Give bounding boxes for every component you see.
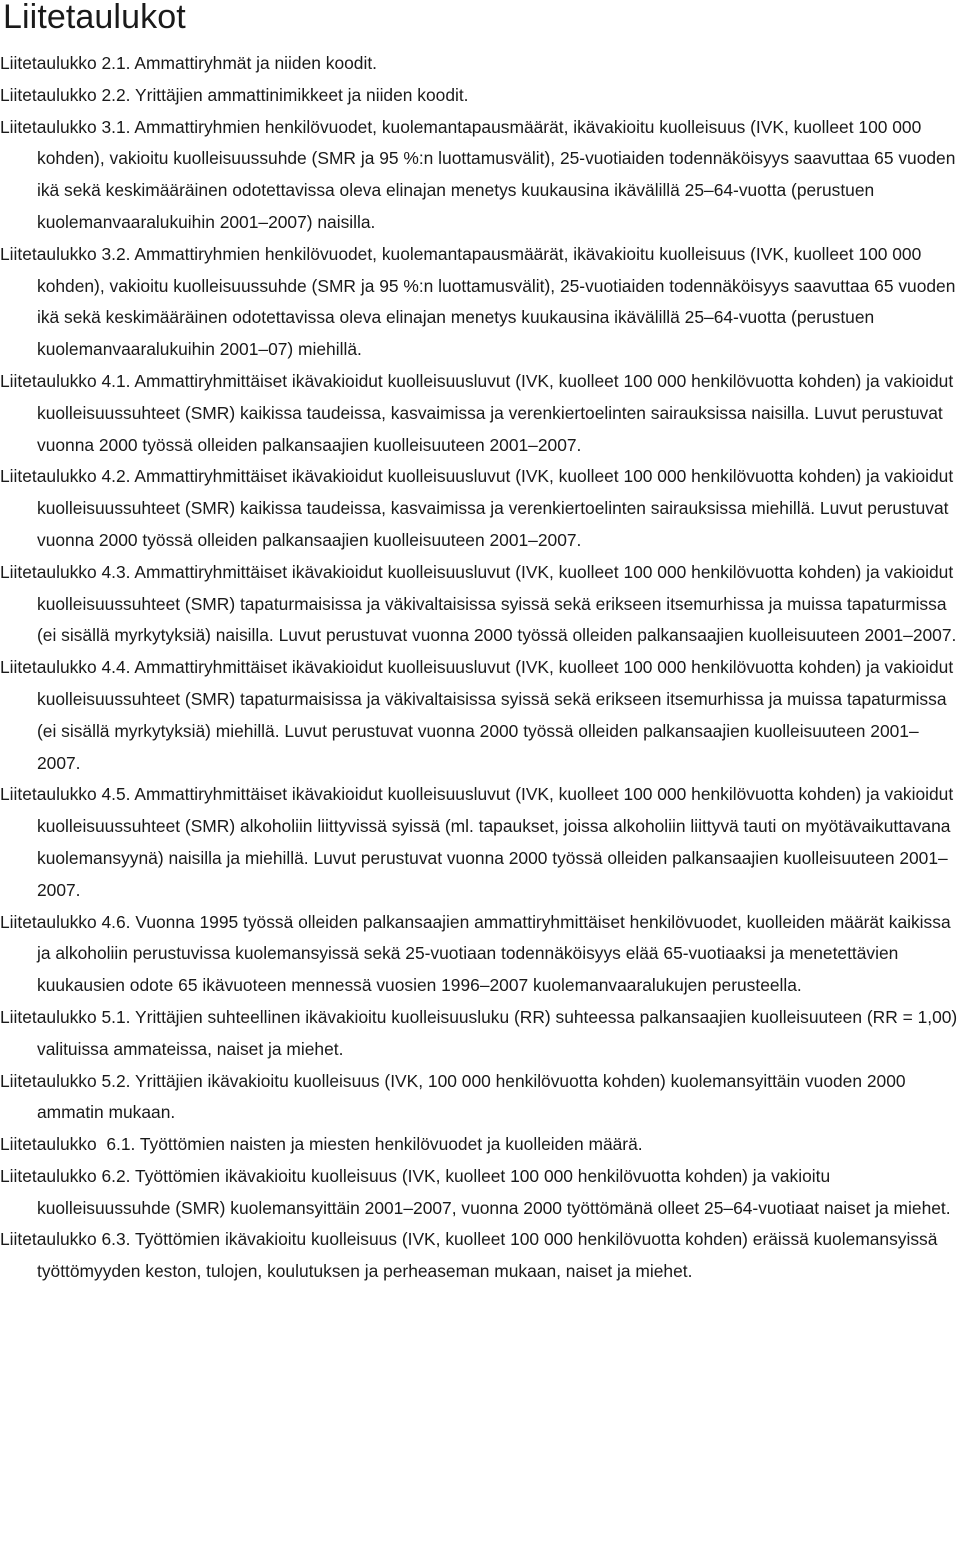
entry-text: Työttömien ikävakioitu kuolleisuus (IVK, kuolleet 100 000 henkilövuotta kohden) ja vakioitu kuolleisuussuhde (SMR) kuolemansyittäin 2001–2007, vuonna 2000 työttömänä olleet 25–64-vuotiaat naiset ja miehet.	[37, 1165, 951, 1218]
entry-text: Yrittäjien suhteellinen ikävakioitu kuolleisuusluku (RR) suhteessa palkansaajien kuolleisuuteen (RR = 1,00) valituissa ammateissa, naiset ja miehet.	[37, 1006, 958, 1059]
entry-text: Ammattiryhmittäiset ikävakioidut kuolleisuusluvut (IVK, kuolleet 100 000 henkilövuotta kohden) ja vakioidut kuolleisuussuhteet (SMR) kaikissa taudeissa, kasvaimissa ja verenkiertoelinten sairauksissa miehillä. Luvut perustuvat vuonna 2000 työssä olleiden palkansaajien kuolleisuuteen 2001–2007.	[37, 466, 954, 550]
entry-text: Ammattiryhmät ja niiden koodit.	[134, 53, 377, 73]
entry-text: Yrittäjien ammattinimikkeet ja niiden koodit.	[135, 84, 469, 105]
list-item	[0, 80, 960, 112]
list-item	[0, 112, 960, 239]
entry-text: Ammattiryhmittäiset ikävakioidut kuolleisuusluvut (IVK, kuolleet 100 000 henkilövuotta kohden) ja vakioidut kuolleisuussuhteet (SMR) kaikissa taudeissa, kasvaimissa ja verenkiertoelinten sairauksissa naisilla. Luvut perustuvat vuonna 2000 työssä olleiden palkansaajien kuolleisuuteen 2001–2007.	[37, 370, 954, 455]
entry-label: Liitetaulukko 4.5.	[0, 784, 131, 805]
entry-label: Liitetaulukko 6.3.	[0, 1229, 131, 1250]
entry-label: Liitetaulukko 6.2.	[0, 1165, 131, 1186]
entry-label: Liitetaulukko 4.1.	[0, 370, 131, 391]
entry-text: Ammattiryhmien henkilövuodet, kuolemantapausmäärät, ikävakioitu kuolleisuus (IVK, kuolleet 100 000 kohden), vakioitu kuolleisuussuhde (SMR ja 95 %:n luottamusvälit), 25-vuotiaiden todennäköisyys saavuttaa 65 vuoden ikä sekä keskimääräinen odotettavissa oleva elinajan menetys kuukausina ikävälillä 25–64-vuotta (perustuen kuolemanvaaralukuihin 2001–2007) naisilla.	[37, 116, 956, 232]
entry-label: Liitetaulukko 3.2.	[0, 243, 131, 264]
entry-text: Työttömien ikävakioitu kuolleisuus (IVK, kuolleet 100 000 henkilövuotta kohden) eräissä kuolemansyissä työttömyyden keston, tulojen, koulutuksen ja perheaseman mukaan, naiset ja miehet.	[37, 1229, 938, 1282]
entry-label: Liitetaulukko 5.1.	[0, 1006, 131, 1027]
entry-text: Ammattiryhmittäiset ikävakioidut kuolleisuusluvut (IVK, kuolleet 100 000 henkilövuotta kohden) ja vakioidut kuolleisuussuhteet (SMR) alkoholiin liittyvissä syissä (ml. tapaukset, joissa alkoholiin liittyvä tauti on myötävaikuttavana kuolemansyynä) naisilla ja miehillä. Luvut perustuvat vuonna 2000 työssä olleiden palkansaajien kuolleisuuteen 2001–2007.	[37, 784, 954, 900]
entry-label: Liitetaulukko 5.2.	[0, 1070, 131, 1091]
appendix-table-list	[0, 48, 960, 1288]
list-item	[0, 557, 960, 652]
entry-text: Ammattiryhmittäiset ikävakioidut kuolleisuusluvut (IVK, kuolleet 100 000 henkilövuotta kohden) ja vakioidut kuolleisuussuhteet (SMR) tapaturmaisissa ja väkivaltaisissa syissä sekä erikseen itsemurhissa ja muissa tapaturmissa (ei sisällä myrkytyksiä) miehillä. Luvut perustuvat vuonna 2000 työssä olleiden palkansaajien kuolleisuuteen 2001–2007.	[37, 657, 954, 773]
list-item	[0, 366, 960, 461]
list-item	[0, 907, 960, 1002]
list-item	[0, 1129, 960, 1161]
list-item	[0, 461, 960, 556]
list-item	[0, 652, 960, 779]
entry-label: Liitetaulukko 2.2.	[0, 84, 131, 105]
list-item	[0, 1224, 960, 1288]
entry-text: Työttömien naisten ja miesten henkilövuodet ja kuolleiden määrä.	[139, 1134, 643, 1155]
entry-label: Liitetaulukko 2.1.	[0, 53, 131, 73]
page-title: Liitetaulukot	[3, 0, 186, 36]
list-item	[0, 48, 960, 80]
list-item	[0, 1002, 960, 1066]
entry-label: Liitetaulukko 4.2.	[0, 466, 131, 487]
list-item	[0, 1161, 960, 1225]
list-item	[0, 1066, 960, 1130]
entry-text: Ammattiryhmittäiset ikävakioidut kuolleisuusluvut (IVK, kuolleet 100 000 henkilövuotta kohden) ja vakioidut kuolleisuussuhteet (SMR) tapaturmaisissa ja väkivaltaisissa syissä sekä erikseen itsemurhissa ja muissa tapaturmissa (ei sisällä myrkytyksiä) naisilla. Luvut perustuvat vuonna 2000 työssä olleiden palkansaajien kuolleisuuteen 2001–2007.	[37, 561, 957, 646]
list-item	[0, 239, 960, 366]
list-item	[0, 779, 960, 906]
entry-text: Vuonna 1995 työssä olleiden palkansaajien ammattiryhmittäiset henkilövuodet, kuolleiden määrät kaikissa ja alkoholiin perustuvissa kuolemansyissä sekä 25-vuotiaan todennäköisyys elää 65-vuotiaaksi ja menetettävien kuukausien odote 65 ikävuoteen mennessä vuosien 1996–2007 kuolemanvaaralukujen perusteella.	[37, 911, 951, 996]
entry-label: Liitetaulukko 6.1.	[0, 1134, 136, 1155]
entry-text: Yrittäjien ikävakioitu kuolleisuus (IVK, 100 000 henkilövuotta kohden) kuolemansyittäin vuoden 2000 ammatin mukaan.	[37, 1070, 906, 1123]
entry-label: Liitetaulukko 4.4.	[0, 657, 131, 678]
entry-label: Liitetaulukko 3.1.	[0, 116, 131, 137]
entry-label: Liitetaulukko 4.6.	[0, 911, 131, 932]
entry-text: Ammattiryhmien henkilövuodet, kuolemantapausmäärät, ikävakioitu kuolleisuus (IVK, kuolleet 100 000 kohden), vakioitu kuolleisuussuhde (SMR ja 95 %:n luottamusvälit), 25-vuotiaiden todennäköisyys saavuttaa 65 vuoden ikä sekä keskimääräinen odotettavissa oleva elinajan menetys kuukausina ikävälillä 25–64-vuotta (perustuen kuolemanvaaralukuihin 2001–07) miehillä.	[37, 243, 956, 360]
entry-label: Liitetaulukko 4.3.	[0, 561, 131, 582]
